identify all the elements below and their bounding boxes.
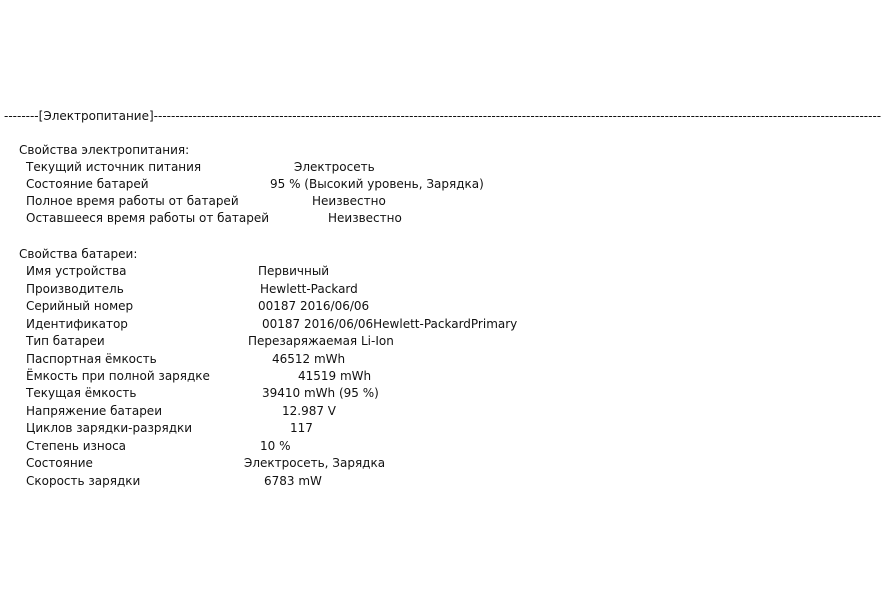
battery-row-label: Циклов зарядки-разрядки bbox=[26, 421, 193, 435]
battery-row-value: 41519 mWh bbox=[298, 369, 372, 383]
power-row-label: Полное время работы от батарей bbox=[26, 194, 239, 208]
battery-row-label: Скорость зарядки bbox=[26, 474, 141, 488]
battery-row-label: Ёмкость при полной зарядке bbox=[26, 369, 210, 383]
power-properties-title: Свойства электропитания: bbox=[19, 143, 190, 157]
battery-row-value: Hewlett-Packard bbox=[260, 282, 358, 296]
battery-row-value: 39410 mWh (95 %) bbox=[262, 386, 379, 400]
battery-row-value: 12.987 V bbox=[282, 404, 337, 418]
power-row-label: Оставшееся время работы от батарей bbox=[26, 211, 270, 225]
battery-row-label: Имя устройства bbox=[26, 264, 127, 278]
battery-row-label: Производитель bbox=[26, 282, 124, 296]
battery-row-value: 6783 mW bbox=[264, 474, 322, 488]
power-row-value: Неизвестно bbox=[312, 194, 386, 208]
section-header-power bbox=[4, 109, 881, 123]
header-dashes-right: ]------------------------------------------------------------------------------------------------------------------------------------------------------------------------ bbox=[148, 109, 881, 123]
battery-row-label: Напряжение батареи bbox=[26, 404, 162, 418]
battery-row-label: Серийный номер bbox=[26, 299, 134, 313]
battery-row-value: Электросеть, Зарядка bbox=[244, 456, 386, 470]
power-row-label: Состояние батарей bbox=[26, 177, 149, 191]
power-row-label: Текущий источник питания bbox=[26, 160, 202, 174]
battery-properties-title: Свойства батареи: bbox=[19, 247, 138, 261]
battery-row-value: 10 % bbox=[260, 439, 291, 453]
battery-row-value: 117 bbox=[290, 421, 313, 435]
battery-row-value: 00187 2016/06/06Hewlett-PackardPrimary bbox=[262, 317, 518, 331]
battery-row-label: Идентификатор bbox=[26, 317, 128, 331]
battery-row-value: 46512 mWh bbox=[272, 352, 346, 366]
battery-row-value: 00187 2016/06/06 bbox=[258, 299, 370, 313]
battery-row-label: Состояние bbox=[26, 456, 93, 470]
power-row-value: 95 % (Высокий уровень, Зарядка) bbox=[270, 177, 484, 191]
battery-row-label: Степень износа bbox=[26, 439, 127, 453]
battery-row-value: Перезаряжаемая Li-Ion bbox=[248, 334, 394, 348]
battery-row-label: Тип батареи bbox=[26, 334, 105, 348]
battery-row-value: Первичный bbox=[258, 264, 330, 278]
power-row-value: Электросеть bbox=[294, 160, 375, 174]
battery-row-label: Паспортная ёмкость bbox=[26, 352, 157, 366]
battery-row-label: Текущая ёмкость bbox=[26, 386, 137, 400]
power-row-value: Неизвестно bbox=[328, 211, 402, 225]
header-dashes-left: --------[ bbox=[4, 109, 44, 123]
section-title: Электропитание bbox=[43, 109, 149, 123]
